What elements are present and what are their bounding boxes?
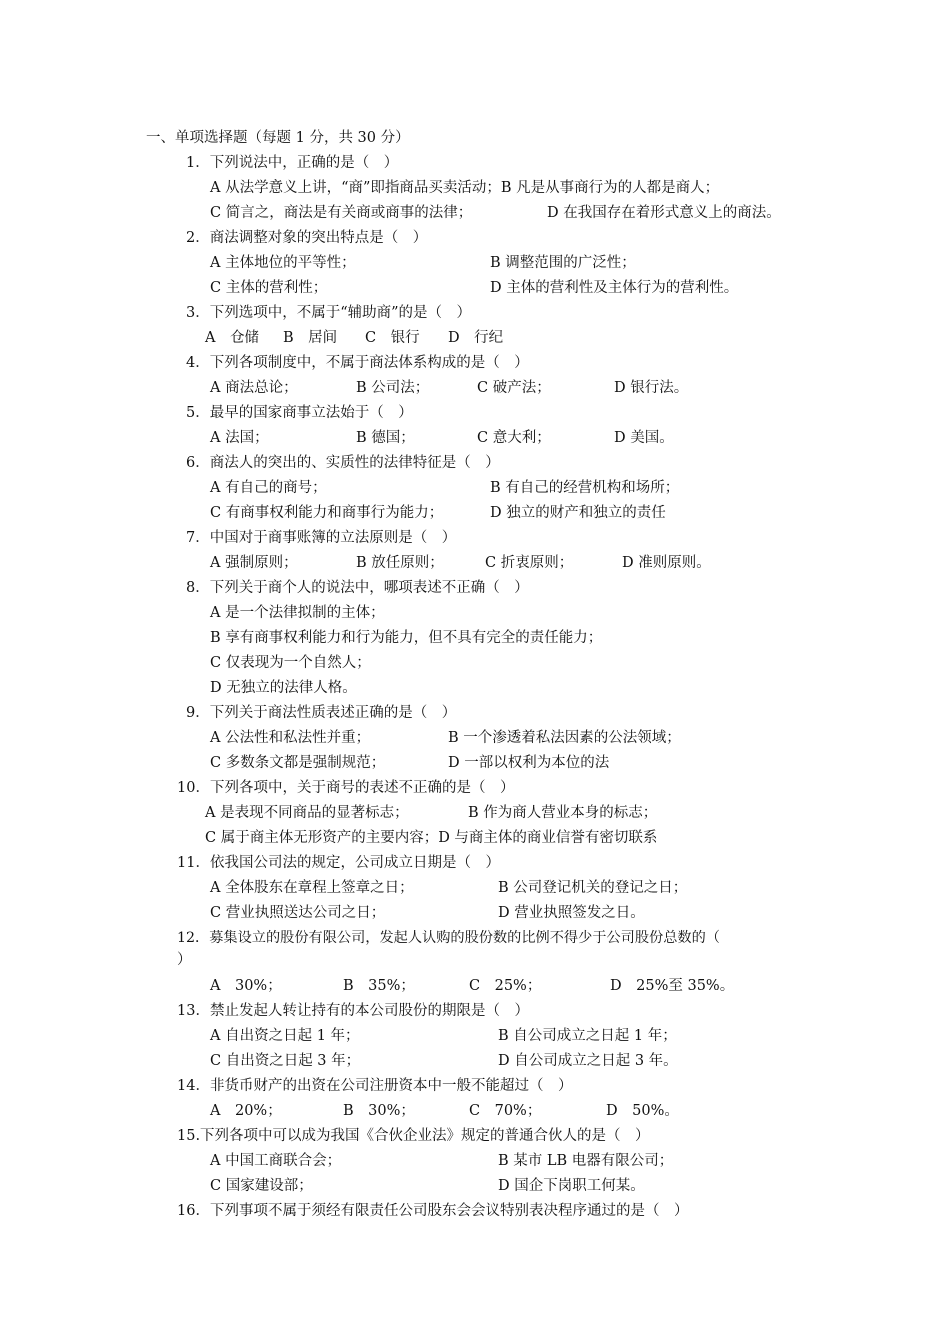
option: A 强制原则； [210, 555, 298, 571]
question-stem: 4．下列各项制度中，不属于商法体系构成的是（ ） [186, 355, 529, 371]
option: A 有自己的商号； [210, 480, 327, 496]
option: A 全体股东在章程上签章之日； [210, 880, 414, 896]
option: B 公司法； [356, 380, 430, 396]
option: D 国企下岗职工何某。 [498, 1178, 645, 1194]
question-stem: 11．依我国公司法的规定，公司成立日期是（ ） [177, 855, 500, 871]
question-stem: 5．最早的国家商事立法始于（ ） [186, 405, 413, 421]
option: A 法国； [210, 430, 269, 446]
option: D 独立的财产和独立的责任 [490, 505, 666, 521]
option: D 一部以权利为本位的法 [448, 755, 610, 771]
option: A 公法性和私法性并重； [210, 730, 371, 746]
question-stem: 2．商法调整对象的突出特点是（ ） [186, 230, 428, 246]
option: A 是表现不同商品的显著标志； [205, 805, 409, 821]
option: C 折衷原则； [485, 555, 574, 571]
question-stem: 6．商法人的突出的、实质性的法律特征是（ ） [186, 455, 500, 471]
option: C 简言之，商法是有关商或商事的法律； [210, 205, 473, 221]
option: C 25%； [469, 978, 542, 994]
option: C 有商事权利能力和商事行为能力； [210, 505, 444, 521]
option: B 有自己的经营机构和场所； [490, 480, 680, 496]
option: D 行纪 [448, 330, 504, 346]
option: C 自出资之日起 3 年； [210, 1053, 361, 1069]
option: C 属于商主体无形资产的主要内容；D 与商主体的商业信誉有密切联系 [205, 830, 658, 846]
option: A 是一个法律拟制的主体； [210, 605, 385, 621]
option: B 35%； [343, 978, 415, 994]
question-stem-continued: ） [177, 952, 192, 968]
option: C 仅表现为一个自然人； [210, 655, 371, 671]
option: C 多数条文都是强制规范； [210, 755, 386, 771]
option: D 银行法。 [614, 380, 689, 396]
option: C 破产法； [477, 380, 551, 396]
option: D 自公司成立之日起 3 年。 [498, 1053, 678, 1069]
option: D 营业执照签发之日。 [498, 905, 645, 921]
question-stem: 12．募集设立的股份有限公司，发起人认购的股份数的比例不得少于公司股份总数的（ [177, 930, 720, 946]
option: D 美国。 [614, 430, 674, 446]
option: A 20%； [210, 1103, 282, 1119]
option: C 意大利； [477, 430, 551, 446]
question-stem: 10．下列各项中，关于商号的表述不正确的是（ ） [177, 780, 515, 796]
option: B 某市 LB 电器有限公司； [498, 1153, 674, 1169]
question-stem: 3．下列选项中，不属于“辅助商”的是（ ） [186, 305, 472, 321]
option: C 主体的营利性； [210, 280, 328, 296]
question-stem: 14．非货币财产的出资在公司注册资本中一般不能超过（ ） [177, 1078, 573, 1094]
option: D 主体的营利性及主体行为的营利性。 [490, 280, 739, 296]
option: A 30%； [210, 978, 282, 994]
option: B 30%； [343, 1103, 415, 1119]
option: A 商法总论； [210, 380, 298, 396]
option: B 作为商人营业本身的标志； [468, 805, 658, 821]
option: B 调整范围的广泛性； [490, 255, 636, 271]
question-stem: 1．下列说法中，正确的是（ ） [186, 155, 399, 171]
option: B 自公司成立之日起 1 年； [498, 1028, 677, 1044]
option: A 自出资之日起 1 年； [210, 1028, 360, 1044]
option: C 银行 [365, 330, 420, 346]
option: B 放任原则； [356, 555, 444, 571]
question-stem: 13．禁止发起人转让持有的本公司股份的期限是（ ） [177, 1003, 529, 1019]
option: D 准则原则。 [622, 555, 711, 571]
option: B 居间 [283, 330, 338, 346]
option: D 50%。 [606, 1103, 679, 1119]
option: B 享有商事权利能力和行为能力，但不具有完全的责任能力； [210, 630, 603, 646]
question-stem: 7．中国对于商事账簿的立法原则是（ ） [186, 530, 457, 546]
option: B 公司登记机关的登记之日； [498, 880, 688, 896]
question-stem: 9．下列关于商法性质表述正确的是（ ） [186, 705, 457, 721]
option: C 国家建设部； [210, 1178, 313, 1194]
question-stem: 15.下列各项中可以成为我国《合伙企业法》规定的普通合伙人的是（ ） [177, 1128, 650, 1144]
option: B 德国； [356, 430, 415, 446]
option: D 在我国存在着形式意义上的商法。 [547, 205, 781, 221]
question-stem: 16．下列事项不属于须经有限责任公司股东会会议特别表决程序通过的是（ ） [177, 1203, 689, 1219]
option: D 25%至 35%。 [610, 978, 735, 994]
option: A 从法学意义上讲，“商”即指商品买卖活动；B 凡是从事商行为的人都是商人； [210, 180, 720, 196]
option: B 一个渗透着私法因素的公法领域； [448, 730, 681, 746]
option: A 中国工商联合会； [210, 1153, 342, 1169]
section-title: 一、单项选择题（每题 1 分，共 30 分） [146, 130, 410, 146]
option: A 仓储 [205, 330, 259, 346]
option: D 无独立的法律人格。 [210, 680, 357, 696]
question-stem: 8．下列关于商个人的说法中，哪项表述不正确（ ） [186, 580, 529, 596]
option: C 70%； [469, 1103, 542, 1119]
option: A 主体地位的平等性； [210, 255, 356, 271]
option: C 营业执照送达公司之日； [210, 905, 386, 921]
